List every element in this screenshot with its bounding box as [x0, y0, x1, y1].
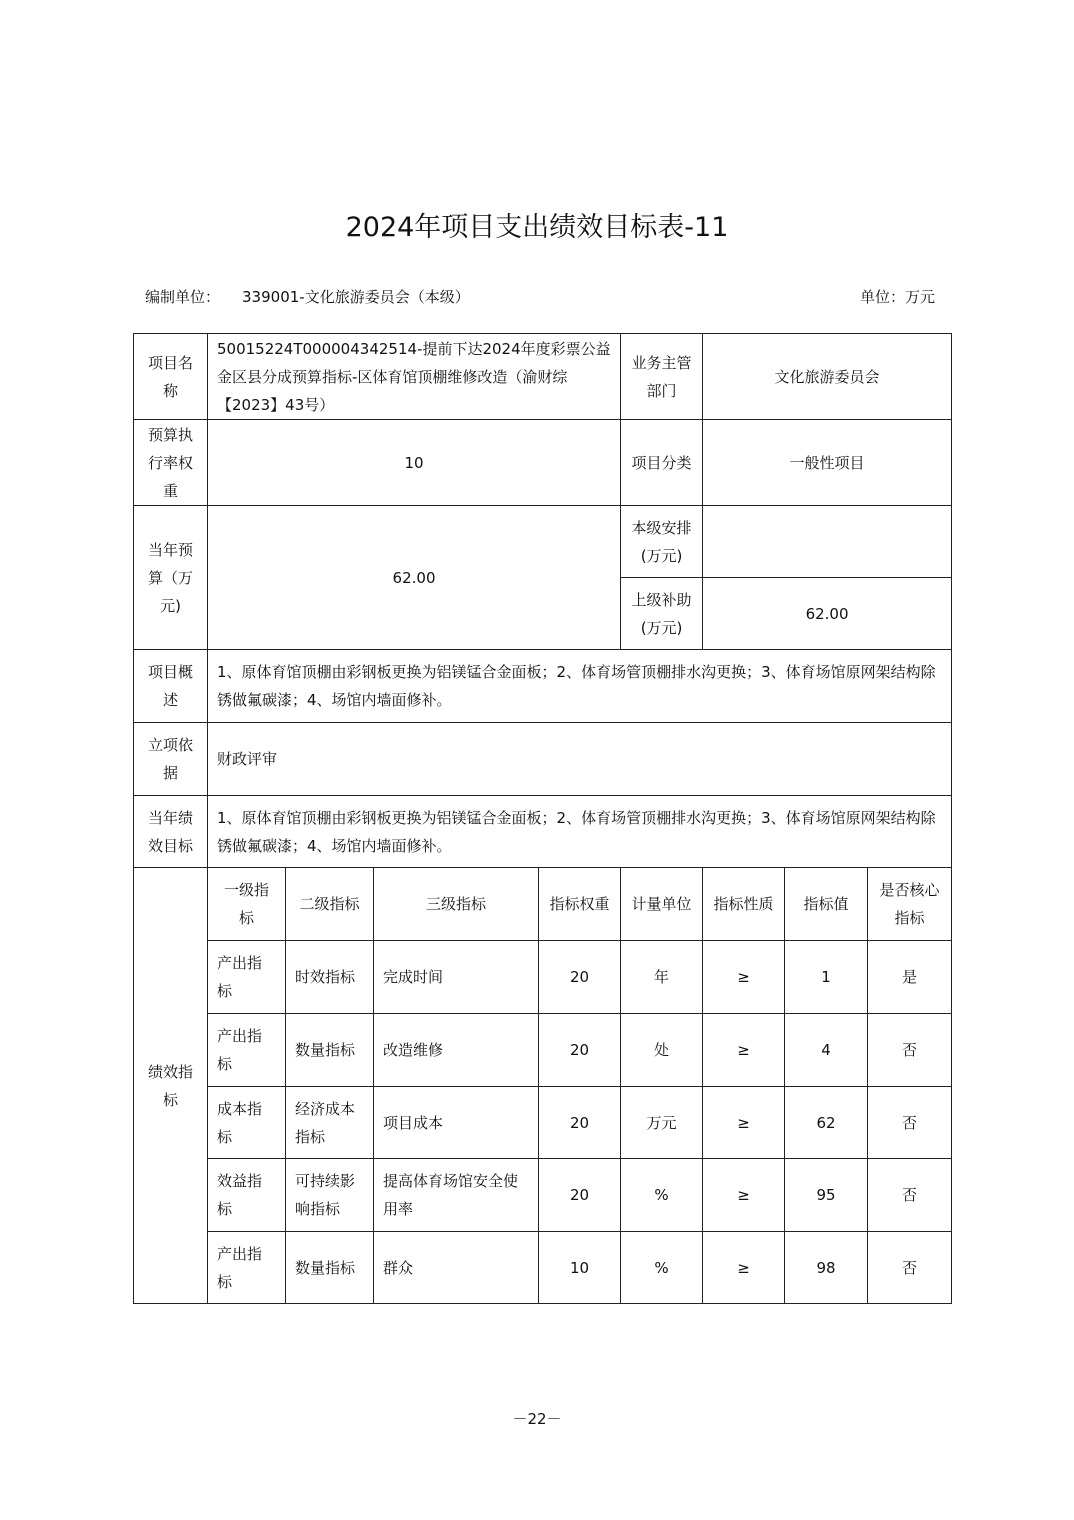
- performance-table: [133, 333, 952, 1304]
- row-core: 是: [868, 941, 952, 1014]
- dept-value: 文化旅游委员会: [703, 334, 952, 420]
- indicator-section-label: 绩效指标: [134, 868, 208, 1304]
- dept-label: 业务主管部门: [621, 334, 703, 420]
- row-level1: 产出指标: [208, 1232, 286, 1304]
- row-core: 否: [868, 1232, 952, 1304]
- row-weight: 20: [539, 1087, 621, 1159]
- row-level3: 完成时间: [374, 941, 539, 1014]
- row-value: 98: [785, 1232, 868, 1304]
- budget-label: 当年预算（万元): [134, 506, 208, 650]
- compiling-unit-value: 339001-文化旅游委员会（本级）: [242, 288, 470, 306]
- row-level2: 经济成本指标: [286, 1087, 374, 1159]
- upper-label: 上级补助(万元): [621, 578, 703, 650]
- row-unit: %: [621, 1232, 703, 1304]
- header-value: 指标值: [785, 868, 868, 941]
- table-row: [134, 941, 952, 1014]
- row-level2: 数量指标: [286, 1014, 374, 1087]
- table-row: [134, 1159, 952, 1232]
- category-label: 项目分类: [621, 420, 703, 506]
- row-level3: 改造维修: [374, 1014, 539, 1087]
- header-level2: 二级指标: [286, 868, 374, 941]
- header-weight: 指标权重: [539, 868, 621, 941]
- row-nature: ≥: [703, 941, 785, 1014]
- row-weight: 20: [539, 1159, 621, 1232]
- row-value: 1: [785, 941, 868, 1014]
- row-value: 4: [785, 1014, 868, 1087]
- project-name-value: 50015224T000004342514-提前下达2024年度彩票公益金区县分成预算指标-区体育馆顶棚维修改造（渝财综【2023】43号）: [208, 334, 621, 420]
- row-unit: 年: [621, 941, 703, 1014]
- page-title: 2024年项目支出绩效目标表-11: [345, 212, 729, 243]
- row-level3: 提高体育场馆安全使用率: [374, 1159, 539, 1232]
- table-row: [134, 1014, 952, 1087]
- row-weight: 20: [539, 1014, 621, 1087]
- row-level1: 效益指标: [208, 1159, 286, 1232]
- row-weight: 10: [539, 1232, 621, 1304]
- summary-value: 1、原体育馆顶棚由彩钢板更换为铝镁锰合金面板；2、体育场管顶棚排水沟更换；3、体育场馆原网架结构除锈做氟碳漆；4、场馆内墙面修补。: [208, 650, 952, 723]
- row-level2: 数量指标: [286, 1232, 374, 1304]
- page-number: －22－: [512, 1410, 562, 1428]
- compiling-unit-label: 编制单位：: [145, 288, 221, 306]
- row-core: 否: [868, 1159, 952, 1232]
- compiling-unit: [145, 286, 470, 307]
- row-unit: 万元: [621, 1087, 703, 1159]
- upper-value: 62.00: [703, 578, 952, 650]
- category-value: 一般性项目: [703, 420, 952, 506]
- row-nature: ≥: [703, 1087, 785, 1159]
- budget-value: 62.00: [208, 506, 621, 650]
- row-unit: %: [621, 1159, 703, 1232]
- row-core: 否: [868, 1014, 952, 1087]
- row-unit: 处: [621, 1014, 703, 1087]
- row-value: 95: [785, 1159, 868, 1232]
- row-nature: ≥: [703, 1014, 785, 1087]
- row-nature: ≥: [703, 1159, 785, 1232]
- basis-value: 财政评审: [208, 723, 952, 796]
- goal-value: 1、原体育馆顶棚由彩钢板更换为铝镁锰合金面板；2、体育场管顶棚排水沟更换；3、体育场馆原网架结构除锈做氟碳漆；4、场馆内墙面修补。: [208, 796, 952, 868]
- row-level2: 可持续影响指标: [286, 1159, 374, 1232]
- row-level3: 群众: [374, 1232, 539, 1304]
- project-name-label: 项目名称: [134, 334, 208, 420]
- row-level1: 产出指标: [208, 1014, 286, 1087]
- header-level3: 三级指标: [374, 868, 539, 941]
- row-level1: 成本指标: [208, 1087, 286, 1159]
- goal-label: 当年绩效目标: [134, 796, 208, 868]
- summary-label: 项目概述: [134, 650, 208, 723]
- table-row: [134, 1232, 952, 1304]
- row-value: 62: [785, 1087, 868, 1159]
- table-row: [134, 1087, 952, 1159]
- local-label: 本级安排(万元): [621, 506, 703, 578]
- weight-value: 10: [208, 420, 621, 506]
- row-weight: 20: [539, 941, 621, 1014]
- header-level1: 一级指标: [208, 868, 286, 941]
- header-nature: 指标性质: [703, 868, 785, 941]
- row-level3: 项目成本: [374, 1087, 539, 1159]
- weight-label: 预算执行率权重: [134, 420, 208, 506]
- row-level2: 时效指标: [286, 941, 374, 1014]
- local-value: [703, 506, 952, 578]
- row-nature: ≥: [703, 1232, 785, 1304]
- header-core: 是否核心指标: [868, 868, 952, 941]
- row-core: 否: [868, 1087, 952, 1159]
- basis-label: 立项依据: [134, 723, 208, 796]
- row-level1: 产出指标: [208, 941, 286, 1014]
- currency-unit: 单位：万元: [860, 288, 936, 306]
- header-unit: 计量单位: [621, 868, 703, 941]
